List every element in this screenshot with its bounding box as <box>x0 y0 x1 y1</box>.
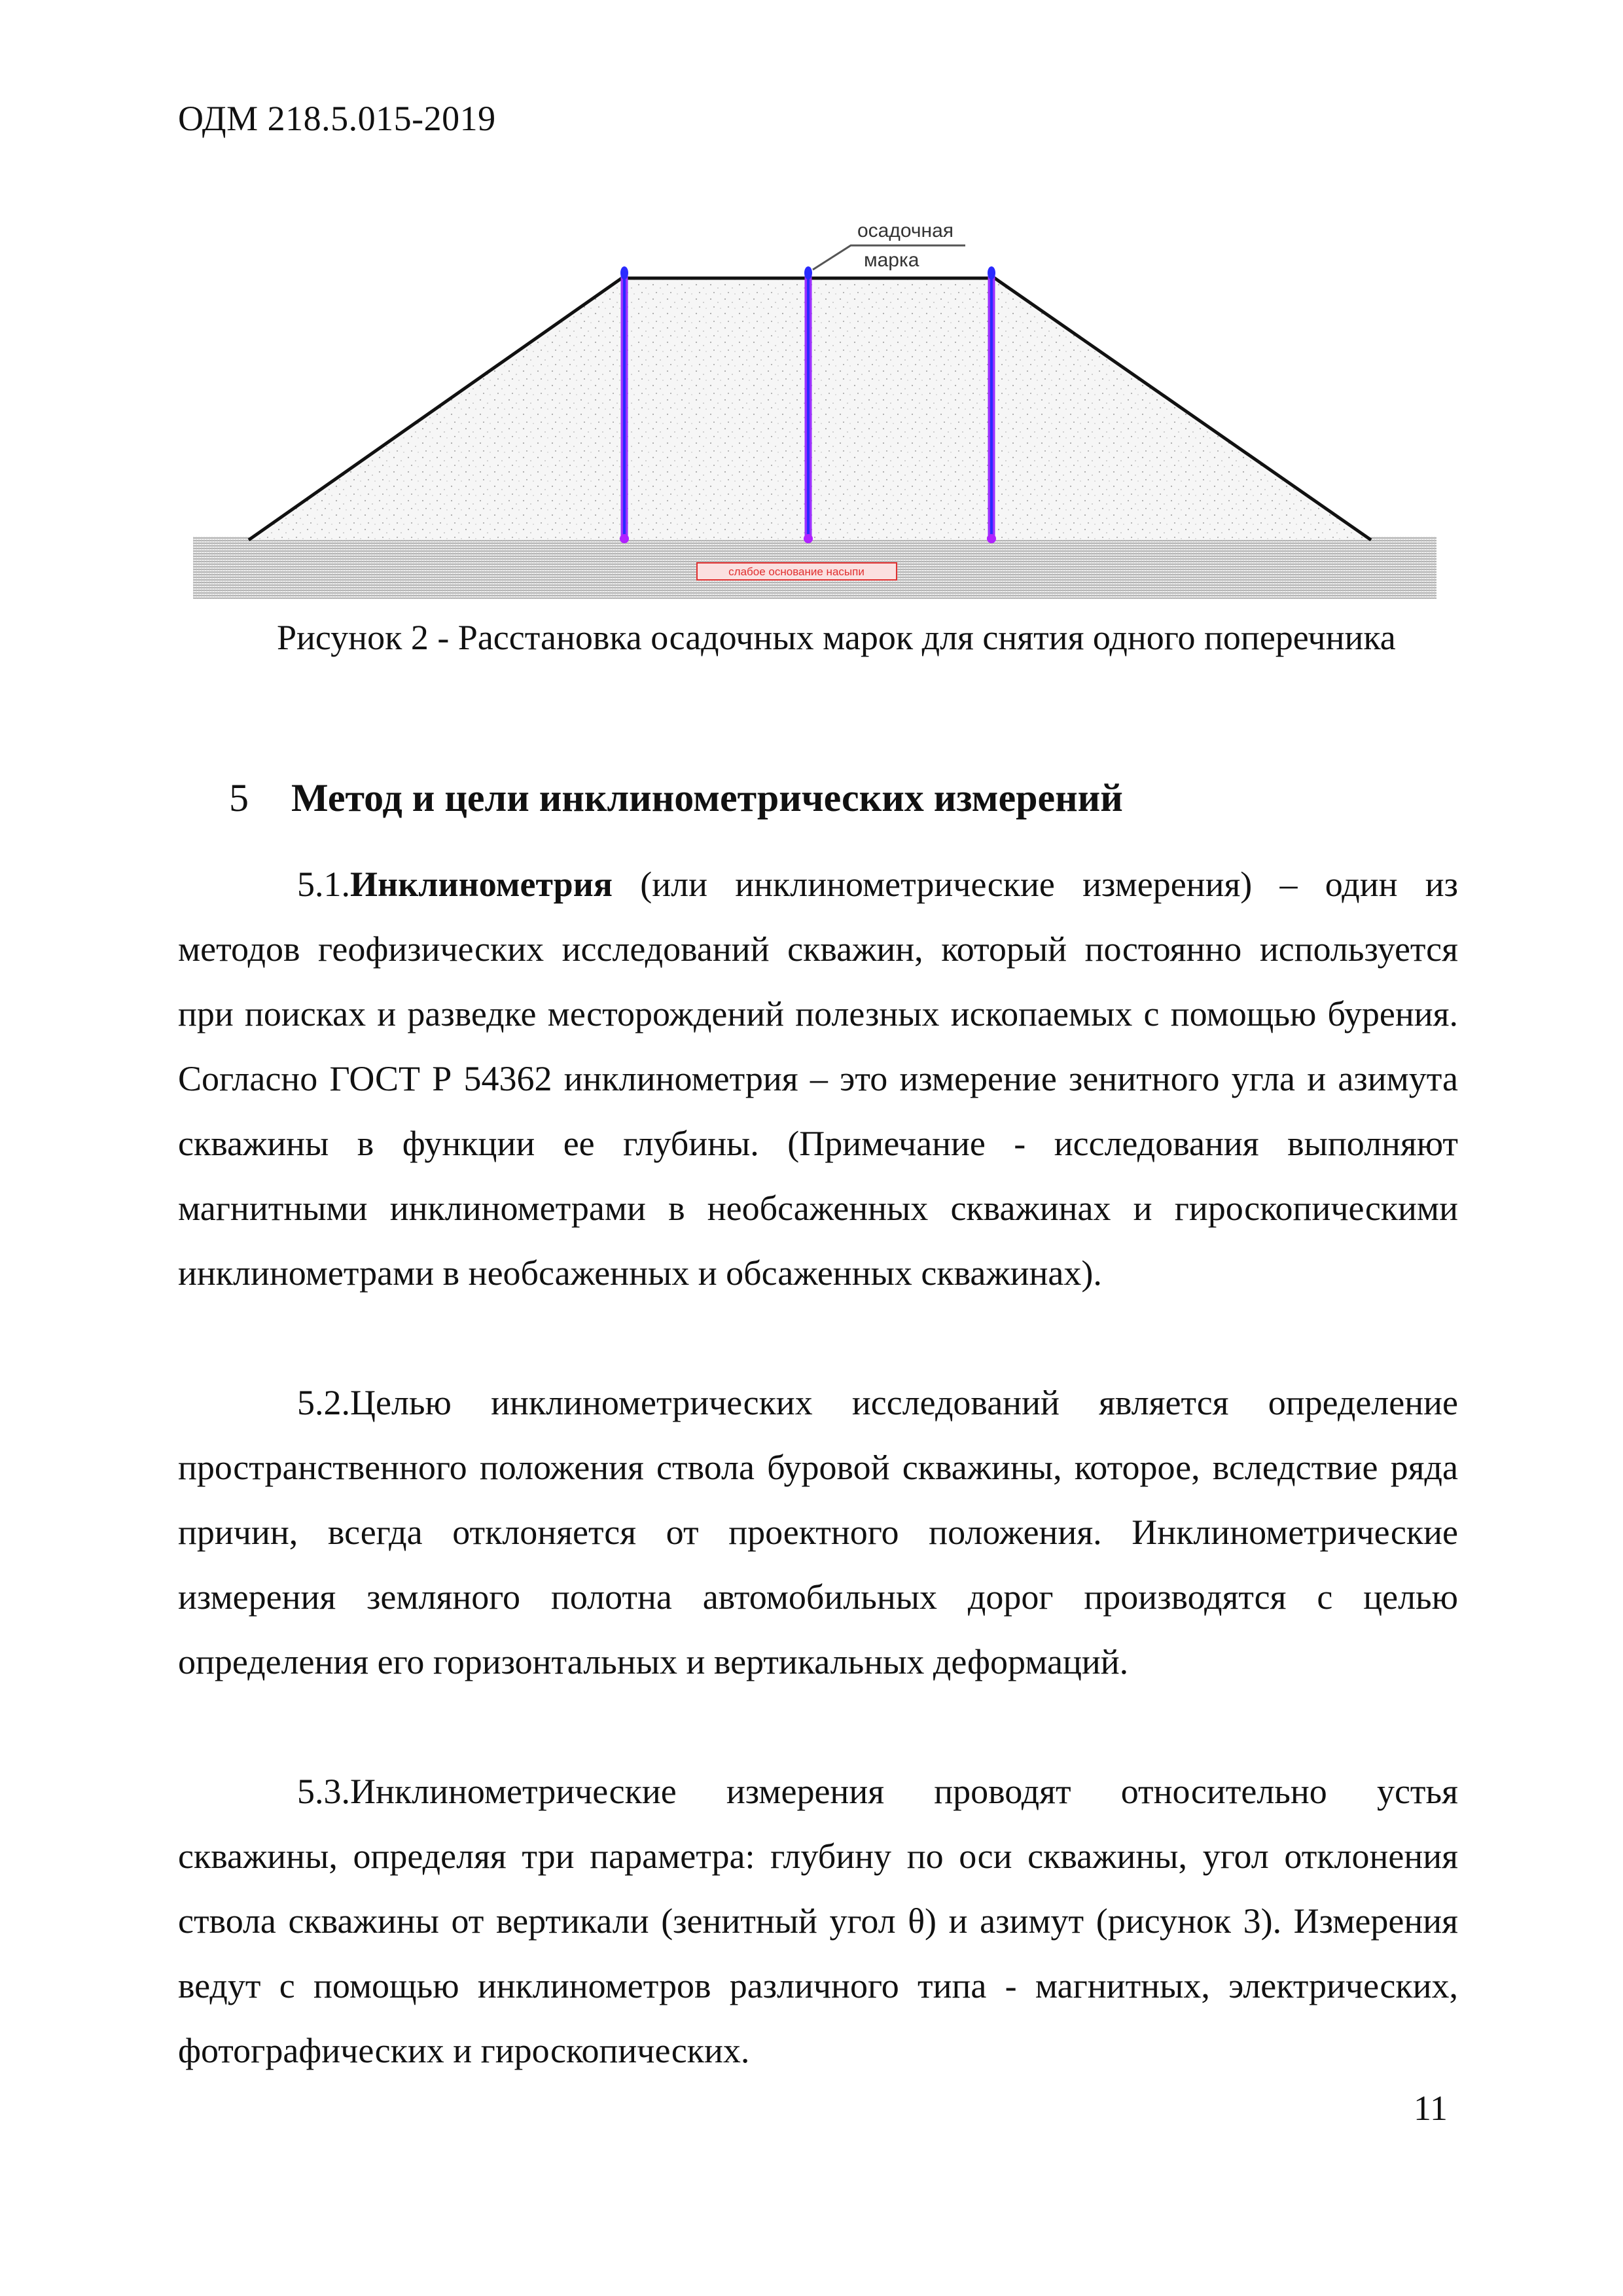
embankment-figure <box>190 209 1440 602</box>
callout-label-line2: марка <box>864 249 919 271</box>
paragraph-5-3: 5.3.Инклинометрические измерения проводят относительно устья скважины, определяя три параметра: глубину по оси скважины, угол отклонения ствола скважины от вертикали (зенитный угол θ) и азимут (рисунок 3). Измерения ведут с помощью инклинометров различного типа - магнитных, электрических, фотографических и гироскопических. <box>178 1772 1458 2070</box>
settlement-marker-left <box>620 266 629 543</box>
settlement-marker-center <box>804 266 813 543</box>
section-title: Метод и цели инклинометрических измерений <box>291 776 1123 819</box>
callout-label-line1: осадочная <box>857 220 954 242</box>
document-code-header: ОДМ 218.5.015-2019 <box>178 99 496 138</box>
ground-label: слабое основание насыпи <box>728 565 865 578</box>
page-number: 11 <box>1414 2089 1448 2128</box>
paragraph-5-1-body: (или инклинометрические измерения) – один из методов геофизических исследований скважин, который постоянно используется при поисках и разведке месторождений полезных ископаемых с помощью бурения. Согласно ГОСТ Р 54362 инклинометрия – это измерение зенитного угла и азимута скважины в функции ее глубины. (Примечание - исследования выполняют магнитными инклинометрами в необсаженных скважинах и гироскопическими инклинометрами в необсаженных и обсаженных скважинах). <box>178 865 1458 1293</box>
paragraph-5-2: 5.2.Целью инклинометрических исследований является определение пространственного положения ствола буровой скважины, которое, вследствие ряда причин, всегда отклоняется от проектного положения. Инклинометрические измерения земляного полотна автомобильных дорог производятся с целью определения его горизонтальных и вертикальных деформаций. <box>178 1383 1458 1681</box>
figure-caption: Рисунок 2 - Расстановка осадочных марок для снятия одного поперечника <box>277 618 1396 657</box>
paragraph-5-1-number: 5.1. <box>297 865 350 904</box>
section-number: 5 <box>229 776 249 819</box>
paragraph-5-1-term: Инклинометрия <box>350 865 613 904</box>
section-heading <box>229 776 1123 821</box>
settlement-marker-right <box>987 266 996 543</box>
paragraph-5-1 <box>178 852 1458 1306</box>
embankment-diagram <box>190 209 1440 602</box>
